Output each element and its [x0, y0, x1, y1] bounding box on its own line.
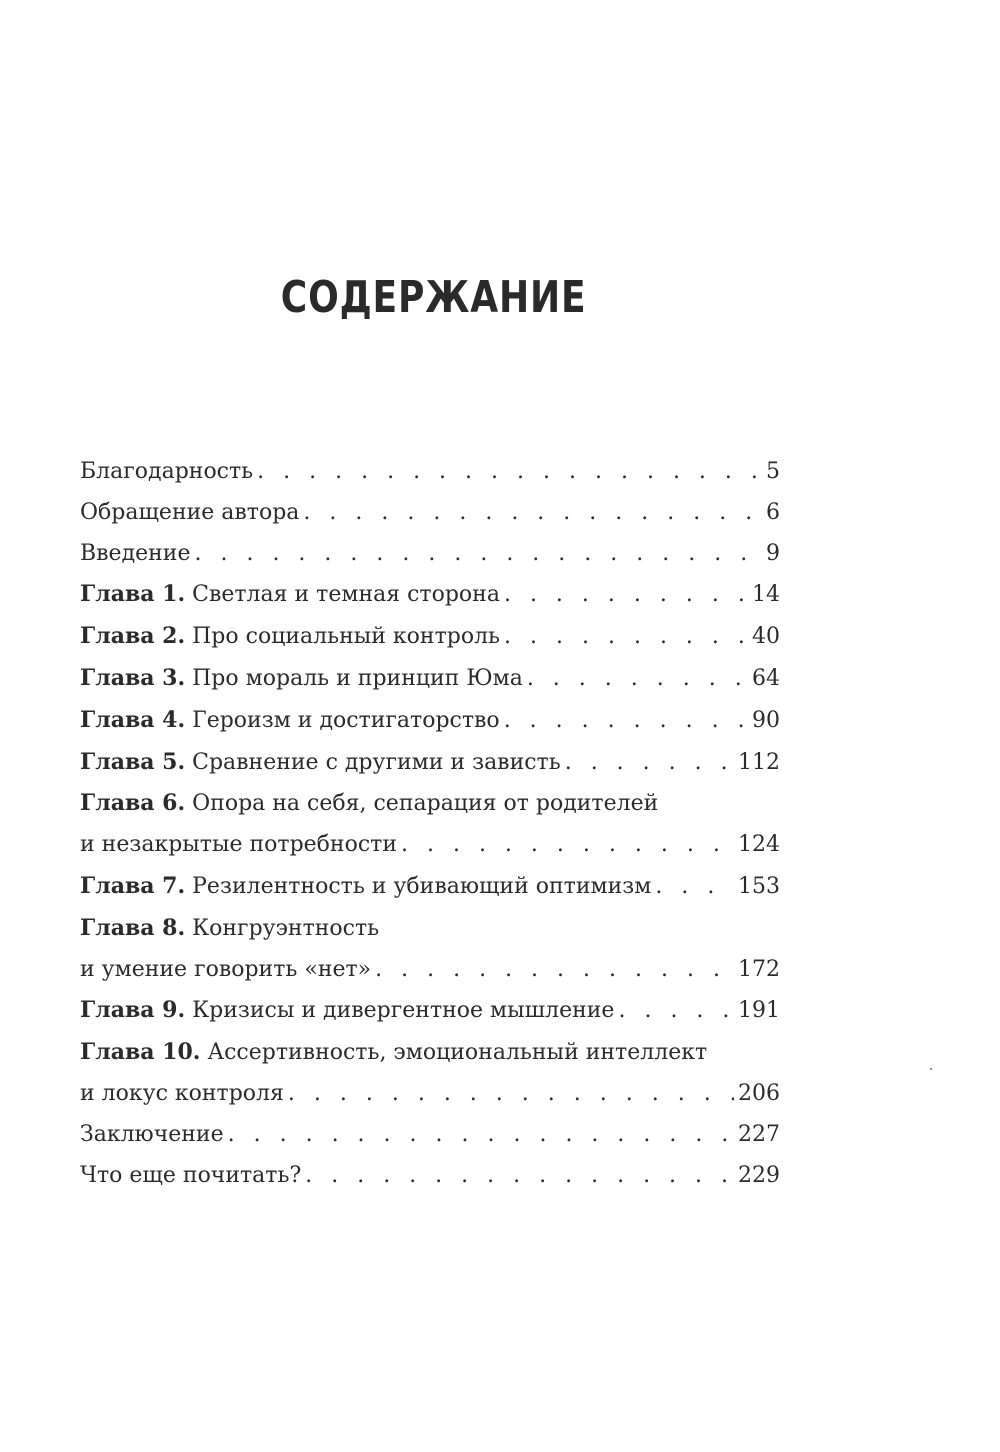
page-number: 206	[738, 1080, 780, 1106]
toc-entry[interactable]	[80, 616, 780, 658]
chapter-number: Глава 3.	[80, 664, 186, 691]
toc-entry[interactable]	[80, 1156, 780, 1197]
toc-entry[interactable]	[80, 990, 780, 1032]
page-number: 153	[738, 873, 780, 899]
toc-entry-title: Опора на себя, сепарация от родителей	[192, 791, 659, 817]
toc-entry-title: Обращение автора	[80, 499, 300, 525]
dot-leader	[504, 617, 748, 658]
dot-leader	[194, 534, 762, 575]
toc-entry-title: Про социальный контроль	[192, 624, 501, 650]
page-number: 5	[766, 459, 780, 484]
chapter-number: Глава 1.	[80, 581, 186, 608]
toc-entry-title: и локус контроля	[80, 1080, 284, 1106]
page-number: 90	[752, 707, 780, 733]
dot-leader	[288, 1074, 734, 1115]
dot-leader	[401, 825, 734, 866]
dot-leader	[618, 991, 734, 1032]
toc-entry[interactable]	[80, 658, 780, 700]
toc-entry[interactable]	[80, 1032, 780, 1115]
dot-leader	[375, 950, 734, 991]
chapter-number: Глава 7.	[80, 872, 186, 899]
chapter-number: Глава 9.	[80, 997, 186, 1024]
chapter-number: Глава 4.	[80, 706, 186, 733]
toc-entry[interactable]	[80, 866, 780, 908]
table-of-contents	[80, 452, 780, 1196]
page-number: 191	[738, 998, 780, 1024]
page-number: 227	[738, 1121, 780, 1147]
page-number: 6	[766, 499, 780, 525]
chapter-number: Глава 8.	[80, 914, 186, 941]
page-number: 112	[738, 749, 780, 775]
toc-entry[interactable]	[80, 574, 780, 616]
toc-entry[interactable]	[80, 908, 780, 991]
toc-entry[interactable]	[80, 783, 780, 866]
toc-entry-title: Сравнение с другими и зависть	[192, 749, 561, 775]
page-title: СОДЕРЖАНИЕ	[280, 272, 587, 323]
dot-leader	[305, 1156, 734, 1197]
page-number: 172	[738, 956, 780, 982]
dot-leader	[565, 743, 734, 784]
dot-leader	[228, 1115, 734, 1156]
toc-entry-title: Конгруэнтность	[192, 915, 380, 941]
page-number: 229	[738, 1162, 780, 1188]
toc-entry-title: Благодарность	[80, 459, 254, 484]
scan-speck	[930, 1068, 932, 1070]
toc-entry-title: Что еще почитать?	[80, 1162, 302, 1188]
dot-leader	[504, 575, 748, 616]
toc-entry-title: Светлая и темная сторона	[192, 582, 500, 608]
chapter-number: Глава 6.	[80, 790, 186, 817]
toc-entry-title: и незакрытые потребности	[80, 832, 397, 858]
toc-entry-title: Введение	[80, 540, 191, 566]
toc-entry-title: Кризисы и дивергентное мышление	[192, 998, 615, 1024]
page-number: 14	[752, 582, 780, 608]
toc-entry[interactable]	[80, 700, 780, 742]
dot-leader	[303, 493, 762, 534]
toc-entry[interactable]	[80, 452, 780, 493]
toc-entry[interactable]	[80, 742, 780, 784]
chapter-number: Глава 5.	[80, 748, 186, 775]
page-number: 40	[752, 624, 780, 650]
page-number: 124	[738, 832, 780, 858]
dot-leader	[527, 659, 748, 700]
toc-entry[interactable]	[80, 1115, 780, 1156]
toc-entry-title: Резилентность и убивающий оптимизм	[192, 873, 652, 899]
toc-entry-title: Про мораль и принцип Юма	[192, 665, 523, 691]
toc-entry-title: Ассертивность, эмоциональный интеллект	[207, 1040, 708, 1066]
toc-entry-title: Заключение	[80, 1121, 224, 1147]
dot-leader	[504, 701, 748, 742]
page-number: 9	[766, 540, 780, 566]
dot-leader	[257, 452, 762, 493]
toc-entry[interactable]	[80, 534, 780, 575]
dot-leader	[655, 867, 734, 908]
page-number: 64	[752, 665, 780, 691]
toc-entry[interactable]	[80, 493, 780, 534]
chapter-number: Глава 10.	[80, 1039, 201, 1066]
toc-entry-title: Героизм и достигаторство	[192, 707, 500, 733]
toc-entry-title: и умение говорить «нет»	[80, 956, 372, 982]
chapter-number: Глава 2.	[80, 623, 186, 650]
